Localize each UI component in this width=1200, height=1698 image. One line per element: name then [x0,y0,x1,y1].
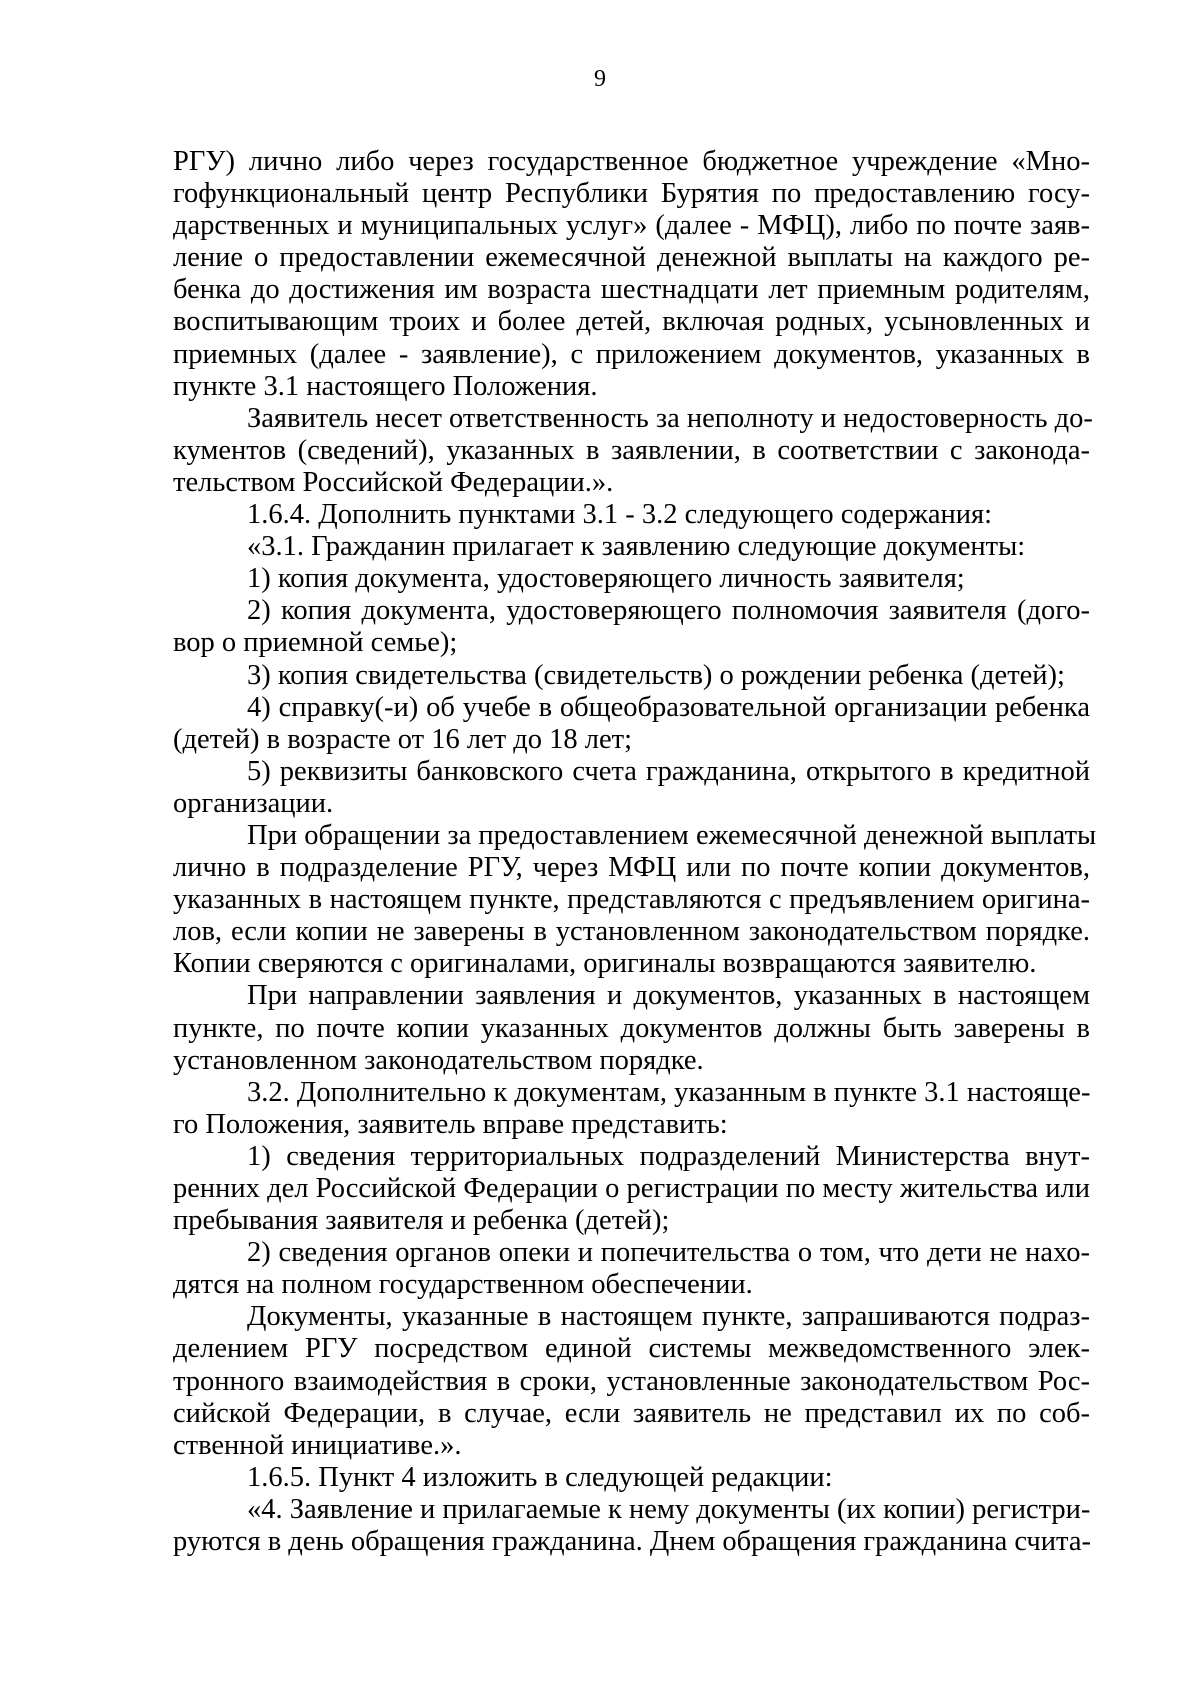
paragraph [173,1462,1090,1494]
text-line: «3.1. Гражданин прилагает к заявлению следующие документы: [247,531,1026,563]
paragraph [173,531,1090,563]
text-line: 2) копия документа, удостоверяющего полномочия заявителя (дого- [247,595,1090,627]
paragraph [173,563,1090,595]
text-line: При обращении за предоставлением ежемесячной денежной выплаты [247,819,1097,851]
text-line: Заявитель несет ответственность за неполноту и недостоверность до- [247,402,1093,434]
page-number: 9 [594,66,606,92]
paragraph [173,980,1090,1076]
text-line: пребывания заявителя и ребенка (детей); [173,1205,670,1237]
text-line: Документы, указанные в настоящем пункте, запрашиваются подраз- [247,1301,1090,1333]
text-line: воспитывающим троих и более детей, включая родных, усыновленных и [173,306,1090,338]
text-line: (детей) в возрасте от 16 лет до 18 лет; [173,723,633,755]
text-line: ренних дел Российской Федерации о регистрации по месту жительства или [173,1173,1090,1204]
text-line: организации. [173,787,334,819]
paragraph [173,756,1090,820]
paragraph [173,499,1090,531]
paragraph [173,1077,1090,1141]
text-line: 2) сведения органов опеки и попечительства о том, что дети не нахо- [247,1237,1090,1269]
paragraph [173,819,1097,980]
text-line: делением РГУ посредством единой системы межведомственного элек- [173,1333,1090,1365]
paragraph [173,1141,1090,1237]
text-line: дятся на полном государственном обеспечении. [173,1269,753,1301]
text-line: 4) справку(-и) об учебе в общеобразовательной организации ребенка [247,691,1090,723]
text-line: 1) сведения территориальных подразделений Министерства внут- [247,1140,1090,1172]
text-line: пункте, по почте копии указанных документов должны быть заверены в [173,1012,1090,1044]
text-line: тельством Российской Федерации.». [173,466,614,498]
text-line: ление о предоставлении ежемесячной денежной выплаты на каждого ре- [173,242,1090,274]
text-line: Копии сверяются с оригиналами, оригиналы возвращаются заявителю. [173,948,1037,980]
paragraph [173,146,1090,403]
text-line: указанных в настоящем пункте, представляются с предъявлением оригина- [173,884,1090,916]
text-line: 1.6.4. Дополнить пунктами 3.1 - 3.2 следующего содержания: [247,499,993,531]
text-line: 1.6.5. Пункт 4 изложить в следующей редакции: [247,1461,833,1493]
text-line: 5) реквизиты банковского счета гражданина, открытого в кредитной [247,755,1090,787]
text-line: сийской Федерации, в случае, если заявитель не представил их по соб- [173,1397,1090,1429]
paragraph [173,595,1090,659]
text-line: РГУ) лично либо через государственное бюджетное учреждение «Мно- [173,146,1090,177]
text-line: 1) копия документа, удостоверяющего личность заявителя; [247,563,965,595]
text-line: установленном законодательством порядке. [173,1044,704,1076]
text-line: 3.2. Дополнительно к документам, указанным в пункте 3.1 настояще- [247,1076,1091,1108]
paragraph [173,402,1093,499]
text-line: лов, если копии не заверены в установленном законодательством порядке. [173,916,1090,948]
paragraph [173,1494,1090,1558]
text-line: вор о приемной семье); [173,627,458,659]
text-line: При направлении заявления и документов, указанных в настоящем [247,980,1090,1012]
paragraph [173,692,1090,756]
text-line: бенка до достижения им возраста шестнадцати лет приемным родителям, [173,274,1090,306]
text-line: го Положения, заявитель вправе представить: [173,1108,728,1140]
text-line: дарственных и муниципальных услуг» (далее - МФЦ), либо по почте заяв- [173,210,1090,242]
text-line: руются в день обращения гражданина. Днем обращения гражданина счита- [173,1526,1091,1558]
document-body [173,146,1097,1558]
paragraph [173,660,1090,692]
text-line: 3) копия свидетельства (свидетельств) о рождении ребенка (детей); [247,659,1065,691]
text-line: пункте 3.1 настоящего Положения. [173,370,598,402]
text-line: ственной инициативе.». [173,1429,462,1461]
text-line: гофункциональный центр Республики Бурятия по предоставлению госу- [173,178,1090,210]
paragraph [173,1237,1090,1301]
text-line: «4. Заявление и прилагаемые к нему документы (их копии) регистри- [247,1493,1091,1525]
paragraph [173,1301,1090,1461]
text-line: кументов (сведений), указанных в заявлении, в соответствии с законода- [173,434,1090,466]
text-line: приемных (далее - заявление), с приложением документов, указанных в [173,338,1090,370]
text-line: тронного взаимодействия в сроки, установленные законодательством Рос- [173,1365,1090,1397]
text-line: лично в подразделение РГУ, через МФЦ или по почте копии документов, [173,852,1090,884]
